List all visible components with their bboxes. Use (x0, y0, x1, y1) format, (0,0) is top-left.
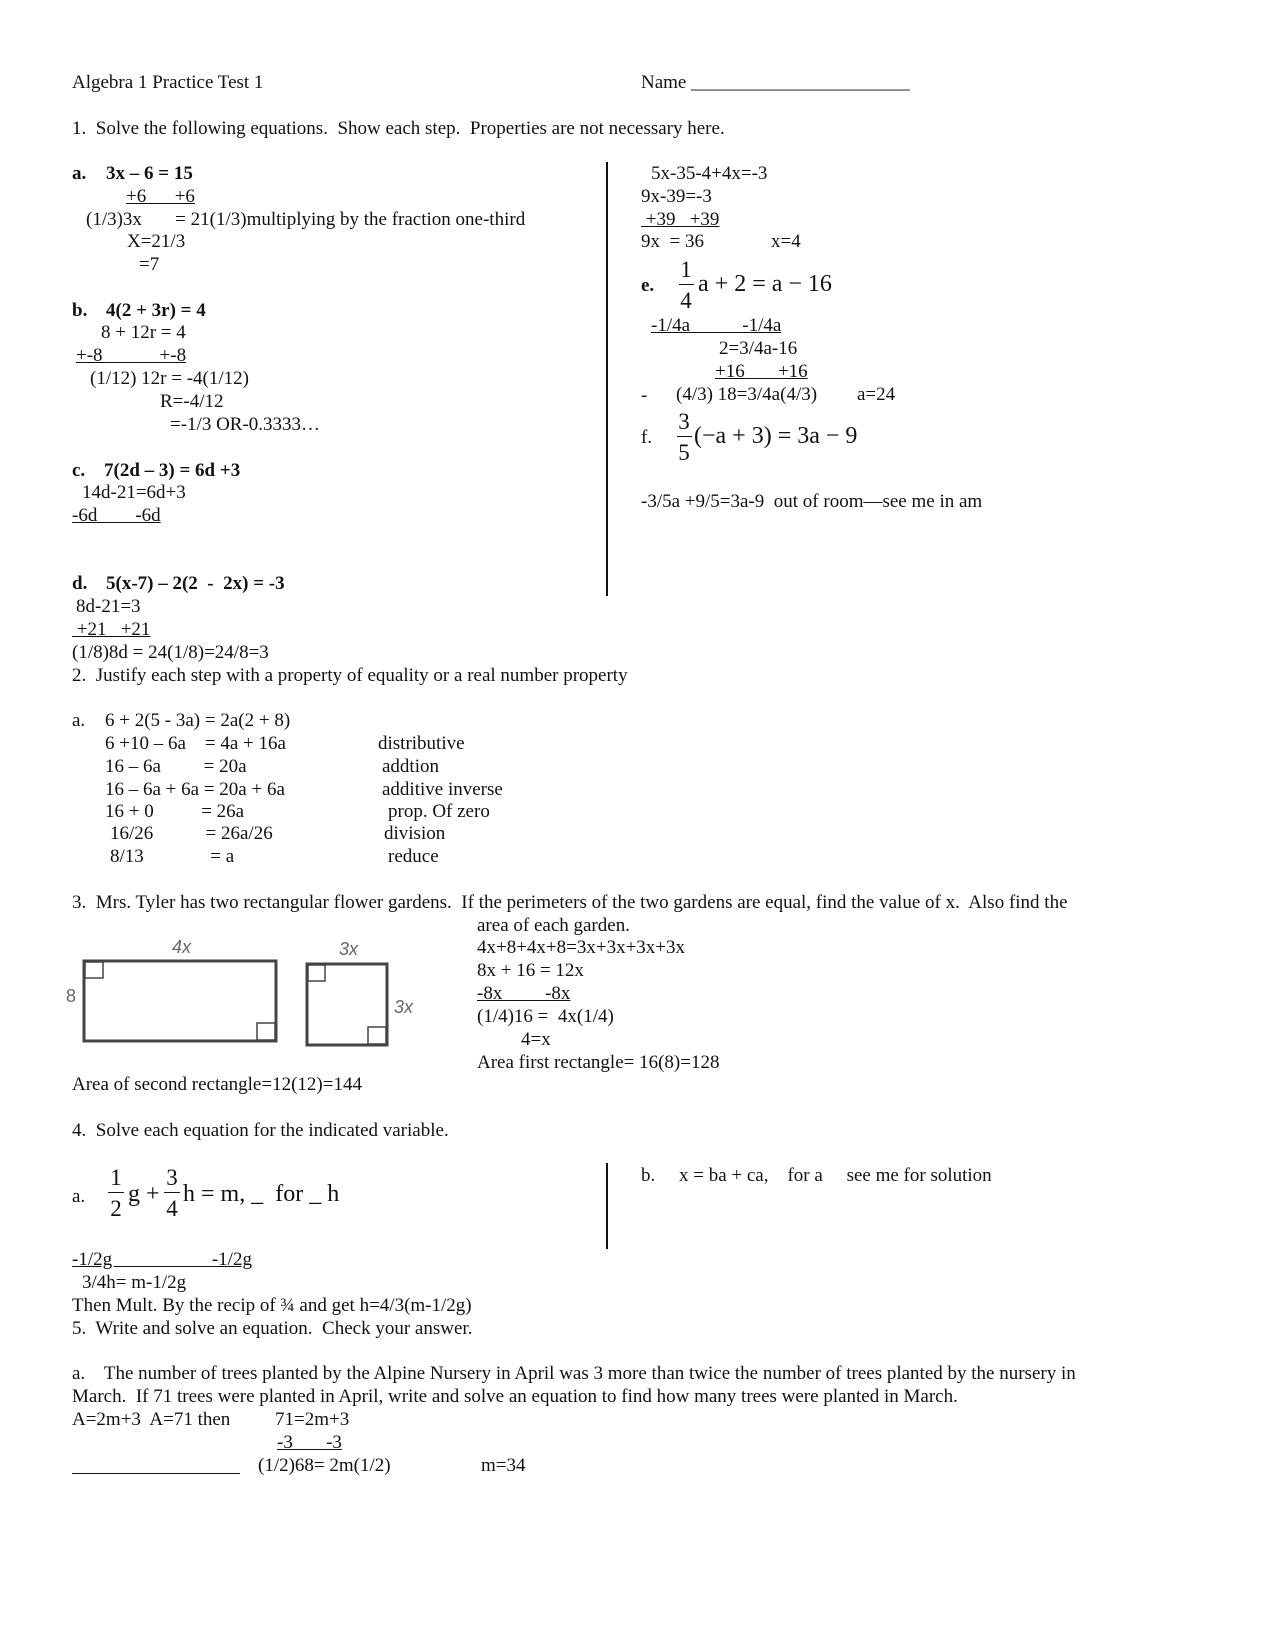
q1e-equation-rest: a + 2 = a − 16 (698, 271, 832, 297)
q1-prompt: 1. Solve the following equations. Show each step. Properties are not necessary here. (72, 118, 725, 139)
q2-row-2: 6 +10 – 6a = 4a + 16a (105, 733, 286, 754)
q1f-fraction-bar (677, 436, 692, 437)
q1d-equation: 5(x-7) – 2(2 - 2x) = -3 (106, 573, 285, 594)
q1d-right-step-2: 9x-39=-3 (641, 186, 712, 207)
q1-column-divider (606, 162, 608, 596)
q3-prompt-line-1: 3. Mrs. Tyler has two rectangular flower gardens. If the perimeters of the two gardens are equal, find the value of x. Also find the (72, 892, 1068, 913)
q1a-step-4: =7 (139, 254, 160, 275)
q1c-equation: 7(2d – 3) = 6d +3 (104, 460, 241, 481)
q1b-step-4: R=-4/12 (160, 391, 224, 412)
q2-prompt: 2. Justify each step with a property of equality or a real number property (72, 665, 628, 686)
q4a-numerator-1: 1 (110, 1165, 122, 1190)
q1f-denominator: 5 (678, 440, 690, 465)
q2-row-4: 16 – 6a + 6a = 20a + 6a (105, 779, 285, 800)
q4a-denominator-1: 2 (110, 1196, 122, 1221)
q1a-equation: 3x – 6 = 15 (106, 163, 193, 184)
rect1-top-label: 4x (172, 937, 192, 957)
q4a-step-1: -1/2g -1/2g (72, 1249, 252, 1270)
q3-area-first: Area first rectangle= 16(8)=128 (477, 1052, 720, 1073)
q1e-step-2: 2=3/4a-16 (719, 338, 798, 359)
q1b-step-5: =-1/3 OR-0.3333… (170, 414, 321, 435)
q4a-fraction-bar-2 (164, 1192, 180, 1193)
q1b-equation: 4(2 + 3r) = 4 (106, 300, 206, 321)
q1f-label: f. (641, 427, 653, 448)
q1c-step-1: 14d-21=6d+3 (82, 482, 186, 503)
q3-work-1: 4x+8+4x+8=3x+3x+3x+3x (477, 937, 686, 958)
q2-reason-4: additive inverse (382, 779, 503, 800)
q5a-text-line-2: March. If 71 trees were planted in April, write and solve an equation to find how many trees were planted in March. (72, 1386, 958, 1407)
q3-area-second: Area of second rectangle=12(12)=144 (72, 1074, 362, 1095)
q2-reason-3: addtion (382, 756, 439, 777)
q1d-step-1: 8d-21=3 (76, 596, 141, 617)
q2-row-5: 16 + 0 = 26a (105, 801, 245, 822)
q1b-step-2: +-8 +-8 (76, 345, 187, 366)
q1c-step-2: -6d -6d (72, 505, 161, 526)
q4a-numerator-2: 3 (166, 1165, 178, 1190)
q2a-label: a. (72, 710, 86, 731)
q4a-fraction-bar-1 (108, 1192, 124, 1193)
q3-work-4: (1/4)16 = 4x(1/4) (477, 1006, 614, 1027)
q1f-equation-rest: (−a + 3) = 3a − 9 (694, 423, 858, 449)
q4a-step-3: Then Mult. By the recip of ¾ and get h=4/3(m-1/2g) (72, 1295, 472, 1316)
q1e-step-3: +16 +16 (715, 361, 808, 382)
q2-row-7: 8/13 = a (110, 846, 235, 867)
q1d-step-3: (1/8)8d = 24(1/8)=24/8=3 (72, 642, 269, 663)
q1a-label: a. (72, 163, 87, 184)
rect2-top-label: 3x (339, 939, 359, 959)
q1e-denominator: 4 (680, 288, 692, 313)
q5a-work-left: A=2m+3 A=71 then (72, 1409, 231, 1430)
q3-prompt-line-2: area of each garden. (477, 915, 630, 936)
q1a-step-3: X=21/3 (127, 231, 186, 252)
q5a-answer-blank[interactable] (72, 1473, 240, 1474)
q1e-numerator: 1 (680, 257, 692, 282)
rect1-side-label: 8 (66, 986, 77, 1006)
garden-figure (60, 935, 420, 1055)
q1d-right-step-3: +39 +39 (641, 209, 720, 230)
q2-row-1: 6 + 2(5 - 3a) = 2a(2 + 8) (105, 710, 291, 731)
q4a-equation-rest: h = m, _ for _ h (183, 1181, 340, 1207)
q1a-step-2: (1/3)3x = 21(1/3)multiplying by the fraction one-third (86, 209, 526, 230)
q1a-step-1: +6 +6 (126, 186, 195, 207)
q3-work-2: 8x + 16 = 12x (477, 960, 584, 981)
q5-prompt: 5. Write and solve an equation. Check your answer. (72, 1318, 473, 1339)
q1e-fraction-bar (679, 284, 694, 285)
second-garden-square (307, 964, 387, 1045)
q5a-answer: m=34 (481, 1455, 526, 1476)
q4-prompt: 4. Solve each equation for the indicated variable. (72, 1120, 449, 1141)
q1c-label: c. (72, 460, 86, 481)
q4a-denominator-2: 4 (166, 1196, 178, 1221)
q2-row-3: 16 – 6a = 20a (105, 756, 247, 777)
q1f-numerator: 3 (678, 409, 690, 434)
q1e-answer: a=24 (857, 384, 896, 405)
q1e-step-1: -1/4a -1/4a (651, 315, 782, 336)
q4-column-divider (606, 1163, 608, 1249)
q4a-label: a. (72, 1186, 86, 1207)
q5a-text-line-1: a. The number of trees planted by the Alpine Nursery in April was 3 more than twice the number of trees planted by the nursery in (72, 1363, 1076, 1384)
q1b-step-1: 8 + 12r = 4 (101, 322, 186, 343)
q1b-step-3: (1/12) 12r = -4(1/12) (90, 368, 249, 389)
q4a-mid: g + (128, 1181, 160, 1207)
q3-work-5: 4=x (521, 1029, 551, 1050)
rect2-side-label: 3x (394, 997, 414, 1017)
q5a-work-multiply: (1/2)68= 2m(1/2) (258, 1455, 391, 1476)
q2-reason-7: reduce (388, 846, 439, 867)
q1e-label: e. (641, 275, 655, 296)
q1d-right-step-1: 5x-35-4+4x=-3 (651, 163, 768, 184)
q1d-label: d. (72, 573, 88, 594)
q4a-step-2: 3/4h= m-1/2g (82, 1272, 187, 1293)
q2-row-6: 16/26 = 26a/26 (110, 823, 273, 844)
q1b-label: b. (72, 300, 88, 321)
name-field-label: Name _______________________ (641, 72, 910, 93)
q1e-step-5: (4/3) 18=3/4a(4/3) (676, 384, 818, 405)
q2-reason-6: division (384, 823, 446, 844)
q1d-right-answer: x=4 (771, 231, 801, 252)
q2-reason-5: prop. Of zero (388, 801, 490, 822)
q1f-work: -3/5a +9/5=3a-9 out of room—see me in am (641, 491, 983, 512)
q5a-work-subtract: -3 -3 (277, 1432, 342, 1453)
first-garden-rectangle (84, 961, 276, 1041)
q3-work-3: -8x -8x (477, 983, 571, 1004)
q2-reason-2: distributive (378, 733, 465, 754)
page-title: Algebra 1 Practice Test 1 (72, 72, 264, 93)
q5a-work-equation: 71=2m+3 (275, 1409, 350, 1430)
q1e-step-4: - (641, 385, 648, 406)
q1d-step-2: +21 +21 (72, 619, 151, 640)
q4b-text: b. x = ba + ca, for a see me for solution (641, 1165, 992, 1186)
q1d-right-step-4: 9x = 36 (641, 231, 704, 252)
